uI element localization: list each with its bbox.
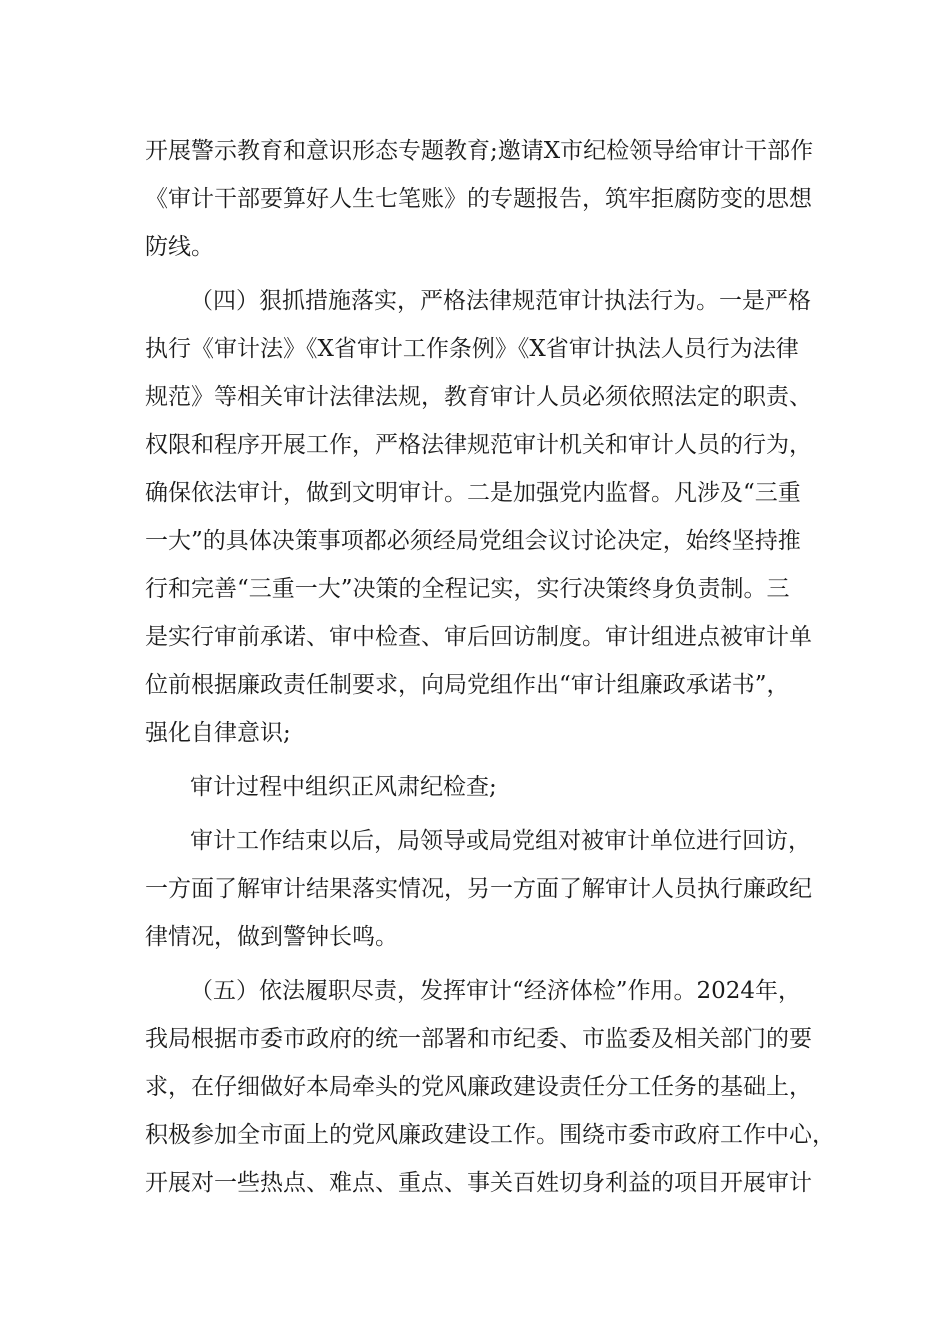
text-line: 行和完善“三重一大”决策的全程记实，实行决策终身负责制。三	[145, 576, 790, 602]
text-line: 律情况，做到警钟长鸣。	[145, 924, 398, 950]
paragraph-heading-4: （四）狠抓措施落实，严格法律规范审计执法行为。一是严格	[190, 288, 811, 314]
text-line: 位前根据廉政责任制要求，向局党组作出“审计组廉政承诺书”，	[145, 672, 790, 698]
text-line: 审计过程中组织正风肃纪检查;	[190, 774, 497, 800]
text-line: 一大”的具体决策事项都必须经局党组会议讨论决定，始终坚持推	[145, 528, 801, 554]
text-line: 规范》等相关审计法律法规，教育审计人员必须依照法定的职责、	[145, 384, 812, 410]
text-line: 积极参加全市面上的党风廉政建设工作。围绕市委市政府工作中心，	[145, 1122, 835, 1148]
text-line: 我局根据市委市政府的统一部署和市纪委、市监委及相关部门的要	[145, 1026, 812, 1052]
text-line: 一方面了解审计结果落实情况，另一方面了解审计人员执行廉政纪	[145, 876, 812, 902]
text-line: 审计工作结束以后，局领导或局党组对被审计单位进行回访，	[190, 828, 811, 854]
text-line: 开展对一些热点、难点、重点、事关百姓切身利益的项目开展审计	[145, 1170, 812, 1196]
text-line: 《审计干部要算好人生七笔账》的专题报告，筑牢拒腐防变的思想	[145, 186, 812, 212]
text-line: 确保依法审计，做到文明审计。二是加强党内监督。凡涉及“三重	[145, 480, 801, 506]
text-line: 开展警示教育和意识形态专题教育;邀请X市纪检领导给审计干部作	[145, 138, 814, 164]
text-line: 防线。	[145, 234, 214, 260]
text-line: 强化自律意识;	[145, 720, 291, 746]
text-line: 权限和程序开展工作，严格法律规范审计机关和审计人员的行为，	[145, 432, 812, 458]
text-line: 求，在仔细做好本局牵头的党风廉政建设责任分工任务的基础上，	[145, 1074, 812, 1100]
text-line: 执行《审计法》《X省审计工作条例》《X省审计执法人员行为法律	[145, 336, 799, 362]
text-line: 是实行审前承诺、审中检查、审后回访制度。审计组进点被审计单	[145, 624, 812, 650]
paragraph-heading-5: （五）依法履职尽责，发挥审计“经济体检”作用。2024年，	[190, 978, 802, 1004]
